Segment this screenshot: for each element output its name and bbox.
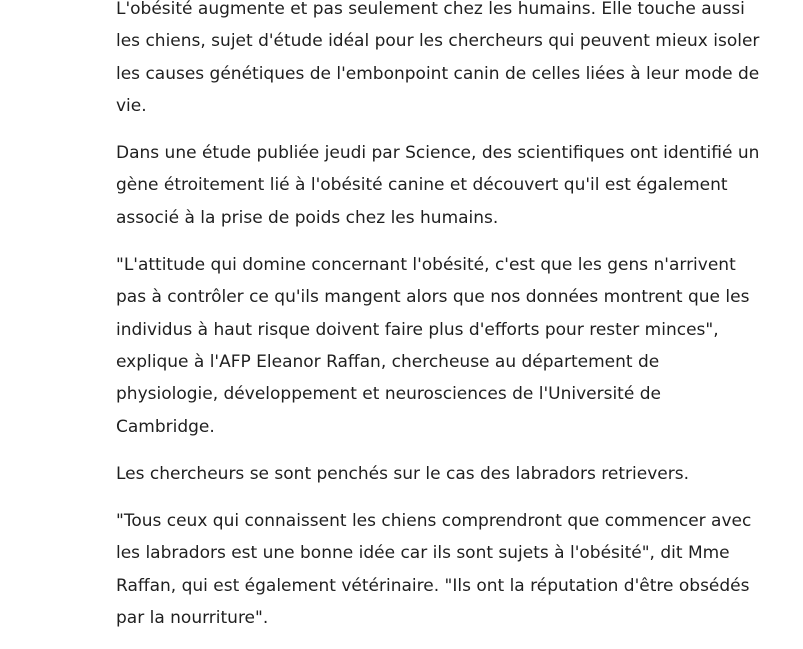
article-paragraph: L'obésité augmente et pas seulement chez les humains. Elle touche aussi les chiens, sujet d'étude idéal pour les chercheurs qui peuvent mieux isoler les causes génétiques de l'embonpoint canin de celles liées à leur mode de vie. (116, 0, 760, 116)
article-paragraph: "Tous ceux qui connaissent les chiens comprendront que commencer avec les labradors est une bonne idée car ils sont sujets à l'obésité", dit Mme Raffan, qui est également vétérinaire. "Ils ont la réputation d'être obsédés par la nourriture". (116, 511, 752, 629)
article-paragraph: Les chercheurs se sont penchés sur le cas des labradors retrievers. (116, 463, 689, 484)
article-paragraph: "L'attitude qui domine concernant l'obésité, c'est que les gens n'arrivent pas à contrôler ce qu'ils mangent alors que nos données montrent que les individus à haut risque doivent faire plus d'efforts pour rester minces", explique à l'AFP Eleanor Raffan, chercheuse au département de physiologie, développement et neurosciences de l'Université de Cambridge. (116, 255, 750, 437)
article-paragraph: Dans une étude publiée jeudi par Science, des scientifiques ont identifié un gène étroitement lié à l'obésité canine et découvert qu'il est également associé à la prise de poids chez les humains. (116, 143, 760, 228)
article-body (116, 0, 761, 649)
